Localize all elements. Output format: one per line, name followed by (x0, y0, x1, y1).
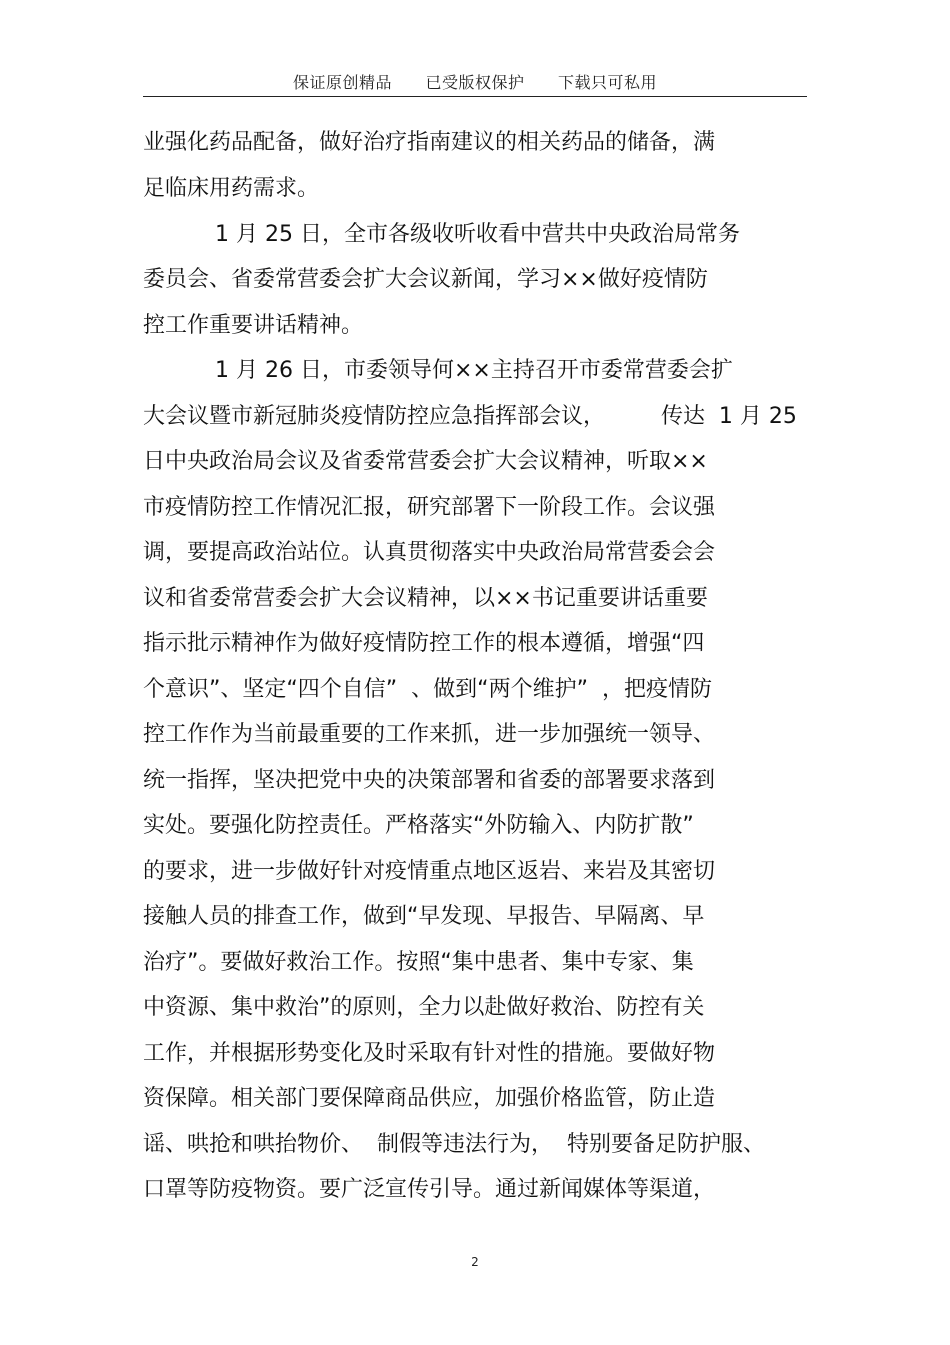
body-line: 资保障。相关部门要保障商品供应，加强价格监管，防止造 (143, 1086, 716, 1111)
body-line: 控工作作为当前最重要的工作来抓，进一步加强统一领导、 (143, 722, 716, 747)
body-line: 1 月 26 日，市委领导何××主持召开市委常营委会扩 (215, 358, 733, 383)
body-line: 日中央政治局会议及省委常营委会扩大会议精神，听取×× (143, 449, 708, 474)
body-line: 的要求，进一步做好针对疫情重点地区返岩、来岩及其密切 (143, 859, 716, 884)
body-line: 大会议暨市新冠肺炎疫情防控应急指挥部会议， 传达 1 月 25 (143, 404, 797, 429)
header-text: 保证原创精品 已受版权保护 下载只可私用 (292, 73, 658, 92)
body-line: 足临床用药需求。 (143, 176, 320, 201)
body-line: 谣、哄抢和哄抬物价、 制假等违法行为， 特别要备足防护服、 (143, 1132, 765, 1157)
body-line: 治疗”。要做好救治工作。按照“集中患者、集中专家、集 (143, 950, 694, 975)
body-line: 1 月 25 日，全市各级收听收看中营共中央政治局常务 (215, 222, 740, 247)
body-line: 议和省委常营委会扩大会议精神，以××书记重要讲话重要 (143, 586, 708, 611)
body-line: 个意识”、坚定“四个自信” 、做到“两个维护” ，把疫情防 (143, 677, 712, 702)
body-line: 控工作重要讲话精神。 (143, 313, 364, 338)
body-line: 中资源、集中救治”的原则，全力以赴做好救治、防控有关 (143, 995, 705, 1020)
body-line: 市疫情防控工作情况汇报，研究部署下一阶段工作。会议强 (143, 495, 716, 520)
body-line: 接触人员的排查工作，做到“早发现、早报告、早隔离、早 (143, 904, 705, 929)
body-line: 指示批示精神作为做好疫情防控工作的根本遵循，增强“四 (143, 631, 705, 656)
body-line: 口罩等防疫物资。要广泛宣传引导。通过新闻媒体等渠道， (143, 1177, 716, 1202)
body-line: 调，要提高政治站位。认真贯彻落实中央政治局常营委会会 (143, 540, 716, 565)
body-line: 实处。要强化防控责任。严格落实“外防输入、内防扩散” (143, 813, 694, 838)
body-line: 统一指挥，坚决把党中央的决策部署和省委的部署要求落到 (143, 768, 716, 793)
page-number: 2 (471, 1255, 479, 1269)
body-line: 业强化药品配备，做好治疗指南建议的相关药品的储备，满 (143, 130, 716, 155)
body-line: 工作，并根据形势变化及时采取有针对性的措施。要做好物 (143, 1041, 716, 1066)
body-line: 委员会、省委常营委会扩大会议新闻，学习××做好疫情防 (143, 267, 708, 292)
